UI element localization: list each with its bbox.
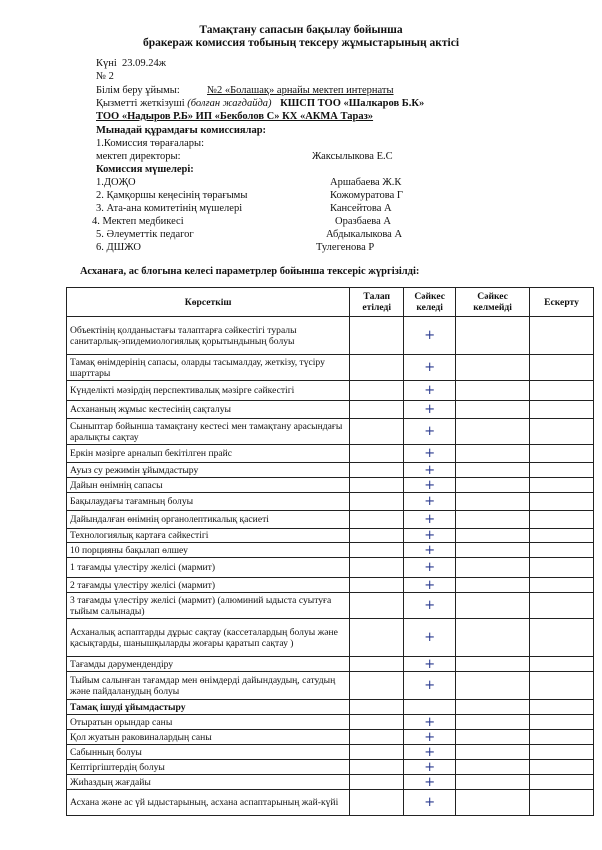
not-complies-cell: [456, 619, 530, 657]
complies-cell: [404, 672, 456, 700]
commission-heading: Мынадай құрамдағы комиссиялар:: [96, 125, 267, 136]
indicator-cell: Жиһаздың жағдайы: [67, 775, 350, 790]
not-complies-cell: [456, 558, 530, 578]
not-complies-cell: [456, 419, 530, 445]
indicator-cell: Дайын өнімнің сапасы: [67, 478, 350, 493]
note-cell: [530, 593, 594, 619]
note-cell: [530, 619, 594, 657]
supplier-line1: КШСП ТОО «Шалкаров Б.К»: [280, 98, 425, 109]
indicator-cell: 10 порцияны бақылап өлшеу: [67, 543, 350, 558]
note-cell: [530, 760, 594, 775]
table-row: [67, 401, 594, 419]
required-cell: [350, 317, 404, 355]
complies-cell: [404, 401, 456, 419]
indicator-cell: Объектінің қолданыстағы талаптарға сәйкестігі туралы санитарлық-эпидемиологиялық қорытындының болуы: [67, 317, 350, 355]
note-cell: [530, 730, 594, 745]
supplier-line: [96, 98, 424, 109]
check-mark: +: [424, 729, 436, 745]
complies-cell: [404, 619, 456, 657]
required-cell: [350, 401, 404, 419]
note-cell: [530, 578, 594, 593]
indicator-cell: Кептіргіштердің болуы: [67, 760, 350, 775]
not-complies-cell: [456, 493, 530, 511]
note-cell: [530, 672, 594, 700]
members-heading: Комиссия мүшелері:: [96, 164, 194, 175]
check-mark: +: [424, 774, 436, 790]
indicator-cell: Күнделікті мәзірдің перспективалық мәзірге сәйкестігі: [67, 381, 350, 401]
not-complies-cell: [456, 775, 530, 790]
indicator-cell: Асхананың жұмыс кестесінің сақталуы: [67, 401, 350, 419]
table-row: [67, 493, 594, 511]
required-cell: [350, 760, 404, 775]
not-complies-cell: [456, 760, 530, 775]
school-line: [96, 85, 394, 96]
note-cell: [530, 511, 594, 529]
check-mark: +: [424, 542, 436, 558]
note-cell: [530, 445, 594, 463]
table-row: [67, 558, 594, 578]
required-cell: [350, 657, 404, 672]
check-mark: +: [424, 328, 436, 343]
required-cell: [350, 478, 404, 493]
note-cell: [530, 317, 594, 355]
date-line: [96, 58, 166, 69]
member-role: 1.ДОҖО: [96, 177, 136, 188]
check-mark: +: [424, 744, 436, 760]
check-mark: +: [424, 598, 436, 613]
complies-cell: [404, 715, 456, 730]
required-cell: [350, 463, 404, 478]
required-cell: [350, 700, 404, 715]
header-not-complies: Сәйкес келмейді: [456, 288, 530, 317]
indicator-cell: Асхана және ас үй ыдыстарының, асхана аспаптарының жай-күйі: [67, 790, 350, 816]
table-row: [67, 478, 594, 493]
note-cell: [530, 790, 594, 816]
member-role: 5. Әлеуметтік педагог: [96, 229, 194, 240]
table-row: [67, 745, 594, 760]
not-complies-cell: [456, 672, 530, 700]
check-mark: +: [424, 759, 436, 775]
check-mark: +: [424, 477, 436, 493]
table-row: [67, 419, 594, 445]
complies-cell: [404, 317, 456, 355]
not-complies-cell: [456, 700, 530, 715]
required-cell: [350, 672, 404, 700]
table-row: [67, 657, 594, 672]
complies-cell: [404, 745, 456, 760]
required-cell: [350, 745, 404, 760]
inspection-intro: Асханаға, ас блогына келесі параметрлер бойынша тексеріс жүргізілді:: [80, 266, 420, 277]
school-value: №2 «Болашақ» арнайы мектеп интернаты: [207, 85, 394, 96]
section-heading: Тамақ ішуді ұйымдастыру: [67, 700, 350, 715]
complies-cell: [404, 445, 456, 463]
complies-cell: [404, 355, 456, 381]
not-complies-cell: [456, 511, 530, 529]
check-mark: +: [424, 528, 436, 543]
complies-cell: [404, 700, 456, 715]
indicator-cell: 1 тағамды үлестіру желісі (мармит): [67, 558, 350, 578]
complies-cell: [404, 493, 456, 511]
table-row: [67, 672, 594, 700]
date-value: 23.09.24ж: [122, 58, 167, 69]
supplier-line2: ТОО «Надыров Р.Б» ИП «Бекболов С» КХ «АКМА Тараз»: [96, 111, 374, 122]
complies-cell: [404, 478, 456, 493]
indicator-cell: Технологиялық картаға сәйкестігі: [67, 529, 350, 543]
not-complies-cell: [456, 578, 530, 593]
indicator-cell: Тамақ өнімдерінің сапасы, оларды тасымалдау, жеткізу, түсіру шарттары: [67, 355, 350, 381]
table-row: [67, 511, 594, 529]
indicator-cell: Дайындалған өнімнің органолептикалық қасиеті: [67, 511, 350, 529]
table-row: [67, 593, 594, 619]
indicator-cell: Еркін мәзірге арналып бекітілген прайс: [67, 445, 350, 463]
indicator-cell: 3 тағамды үлестіру желісі (мармит) (алюминий ыдыста суытуға тыйым салынады): [67, 593, 350, 619]
not-complies-cell: [456, 593, 530, 619]
not-complies-cell: [456, 790, 530, 816]
note-cell: [530, 381, 594, 401]
inspection-table: [66, 287, 594, 816]
indicator-cell: Сыныптар бойынша тамақтану кестесі мен тамақтану арасындағы аралықты сақтау: [67, 419, 350, 445]
member-role: 3. Ата-ана комитетінің мүшелері: [96, 203, 243, 214]
table-row: [67, 445, 594, 463]
required-cell: [350, 578, 404, 593]
check-mark: +: [424, 577, 436, 593]
not-complies-cell: [456, 715, 530, 730]
complies-cell: [404, 790, 456, 816]
table-row: [67, 529, 594, 543]
supplier-label: Қызметті жеткізуші: [96, 98, 185, 109]
header-note: Ескерту: [530, 288, 594, 317]
check-mark: +: [424, 678, 436, 693]
not-complies-cell: [456, 657, 530, 672]
member-name: Абдыкалыкова А: [326, 229, 403, 240]
required-cell: [350, 543, 404, 558]
member-role: 4. Мектеп медбикесі: [92, 216, 184, 227]
required-cell: [350, 730, 404, 745]
indicator-cell: Бақылаудағы тағамның болуы: [67, 493, 350, 511]
table-row: [67, 619, 594, 657]
table-row: [67, 790, 594, 816]
not-complies-cell: [456, 401, 530, 419]
check-mark: +: [424, 383, 436, 398]
indicator-cell: Тағамды дәрумендендіру: [67, 657, 350, 672]
member-name: Аршабаева Ж.К: [330, 177, 402, 188]
check-mark: +: [424, 630, 436, 645]
not-complies-cell: [456, 543, 530, 558]
check-mark: +: [424, 446, 436, 461]
note-cell: [530, 775, 594, 790]
table-row: [67, 355, 594, 381]
required-cell: [350, 775, 404, 790]
table-row: [67, 730, 594, 745]
note-cell: [530, 745, 594, 760]
note-cell: [530, 355, 594, 381]
member-name: Оразбаева А: [335, 216, 391, 227]
check-mark: +: [424, 795, 436, 810]
indicator-cell: Отыратын орындар саны: [67, 715, 350, 730]
required-cell: [350, 355, 404, 381]
member-role: 6. ДШЖО: [96, 242, 141, 253]
document-title-line1: Тамақтану сапасын бақылау бойынша: [199, 24, 403, 36]
note-cell: [530, 463, 594, 478]
note-cell: [530, 529, 594, 543]
member-name: Кожомуратова Г: [330, 190, 403, 201]
indicator-cell: Тыйым салынған тағамдар мен өнімдерді дайындаудың, сатудың және пайдаланудың болуы: [67, 672, 350, 700]
required-cell: [350, 593, 404, 619]
required-cell: [350, 419, 404, 445]
table-row: [67, 700, 594, 715]
check-mark: +: [424, 494, 436, 509]
table-row: [67, 317, 594, 355]
complies-cell: [404, 463, 456, 478]
table-body: [67, 317, 594, 816]
note-cell: [530, 493, 594, 511]
table-row: [67, 463, 594, 478]
complies-cell: [404, 558, 456, 578]
note-cell: [530, 401, 594, 419]
not-complies-cell: [456, 317, 530, 355]
check-mark: +: [424, 714, 436, 730]
date-label: Күні: [96, 58, 117, 69]
member-role: 2. Қамқоршы кеңесінің төрағымы: [96, 190, 248, 201]
not-complies-cell: [456, 745, 530, 760]
complies-cell: [404, 593, 456, 619]
complies-cell: [404, 381, 456, 401]
not-complies-cell: [456, 730, 530, 745]
not-complies-cell: [456, 355, 530, 381]
check-mark: +: [424, 656, 436, 672]
complies-cell: [404, 511, 456, 529]
required-cell: [350, 381, 404, 401]
indicator-cell: 2 тағамды үлестіру желісі (мармит): [67, 578, 350, 593]
indicator-cell: Сабынның болуы: [67, 745, 350, 760]
indicator-cell: Асханалық аспаптарды дұрыс сақтау (кассеталардың болуы және қасықтарды, шанышқыларды жоғары қаратып сақтау ): [67, 619, 350, 657]
check-mark: +: [424, 462, 436, 478]
member-name: Тулегенова Р: [316, 242, 375, 253]
required-cell: [350, 493, 404, 511]
chair-role: мектеп директоры:: [96, 151, 181, 162]
indicator-cell: Қол жуатын раковиналардың саны: [67, 730, 350, 745]
note-cell: [530, 543, 594, 558]
required-cell: [350, 558, 404, 578]
document-title-line2: бракераж комиссия тобының тексеру жұмыстарының актісі: [142, 37, 460, 49]
table-row: [67, 715, 594, 730]
header-complies: Сәйкес келеді: [404, 288, 456, 317]
indicator-cell: Ауыз су режимін ұйымдастыру: [67, 463, 350, 478]
check-mark: +: [424, 424, 436, 439]
complies-cell: [404, 657, 456, 672]
note-cell: [530, 419, 594, 445]
required-cell: [350, 445, 404, 463]
member-name: Кансейтова А: [330, 203, 392, 214]
required-cell: [350, 790, 404, 816]
act-number: № 2: [96, 71, 114, 82]
not-complies-cell: [456, 529, 530, 543]
table-row: [67, 775, 594, 790]
note-cell: [530, 478, 594, 493]
not-complies-cell: [456, 463, 530, 478]
complies-cell: [404, 529, 456, 543]
required-cell: [350, 529, 404, 543]
complies-cell: [404, 543, 456, 558]
supplier-note: (болған жағдайда): [187, 98, 272, 109]
note-cell: [530, 700, 594, 715]
complies-cell: [404, 775, 456, 790]
note-cell: [530, 558, 594, 578]
required-cell: [350, 715, 404, 730]
chair-label: 1.Комиссия төрағалары:: [96, 138, 204, 149]
school-label: Білім беру ұйымы:: [96, 85, 180, 96]
required-cell: [350, 619, 404, 657]
not-complies-cell: [456, 478, 530, 493]
header-indicator: Көрсеткіш: [67, 288, 350, 317]
check-mark: +: [424, 560, 436, 575]
table-row: [67, 578, 594, 593]
note-cell: [530, 657, 594, 672]
required-cell: [350, 511, 404, 529]
check-mark: +: [424, 360, 436, 375]
table-row: [67, 543, 594, 558]
complies-cell: [404, 419, 456, 445]
complies-cell: [404, 578, 456, 593]
header-required: Талап етіледі: [350, 288, 404, 317]
not-complies-cell: [456, 445, 530, 463]
complies-cell: [404, 730, 456, 745]
chair-name: Жаксылыкова Е.С: [312, 151, 393, 162]
table-row: [67, 381, 594, 401]
note-cell: [530, 715, 594, 730]
check-mark: +: [424, 402, 436, 417]
complies-cell: [404, 760, 456, 775]
table-row: [67, 760, 594, 775]
table-header-row: [67, 288, 594, 317]
not-complies-cell: [456, 381, 530, 401]
check-mark: +: [424, 512, 436, 527]
